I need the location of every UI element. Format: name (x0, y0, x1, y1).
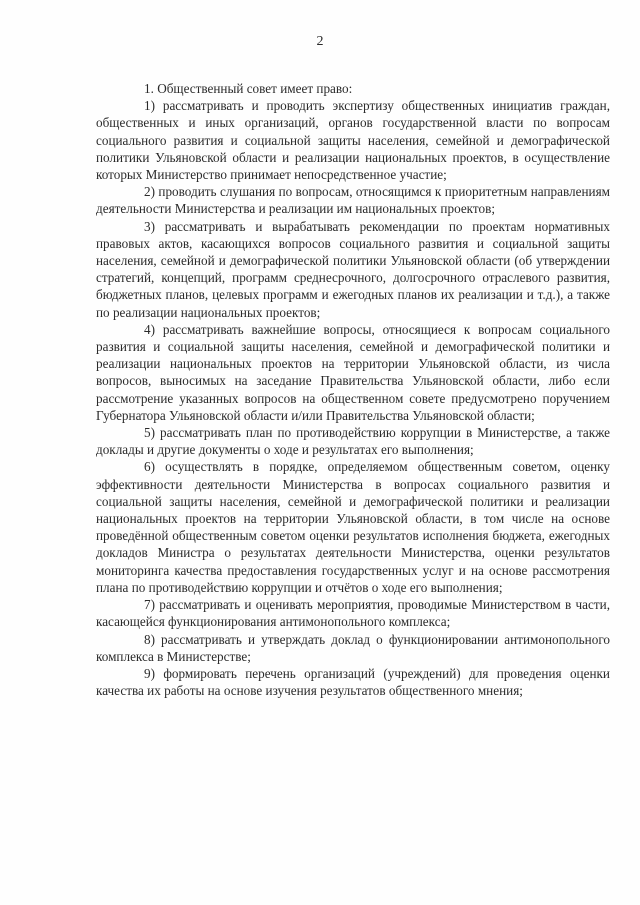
page-number: 2 (316, 34, 324, 49)
paragraph-item-6: 6) осуществлять в порядке, определяемом общественным советом, оценку эффективности деятельности Министерства в вопросах социального развития и социальной защиты населения, семейной и демографической политики и реализации национальных проектов на территории Ульяновской области, в том числе на основе проведённой общественным советом оценки результатов исполнения бюджета, ежегодных докладов Министра о результатах деятельности Министерства, оценки результатов мониторинга качества предоставления государственных услуг и на основе рассмотрения плана по противодействию коррупции и отчётов о ходе его выполнения; (96, 459, 610, 595)
paragraph-item-2: 2) проводить слушания по вопросам, относящимся к приоритетным направлениям деятельности Министерства и реализации им национальных проектов; (96, 184, 610, 217)
document-body (96, 80, 610, 699)
paragraph-item-5: 5) рассматривать план по противодействию коррупции в Министерстве, а также доклады и другие документы о ходе и результатах его выполнения; (96, 425, 610, 458)
paragraph-item-9: 9) формировать перечень организаций (учреждений) для проведения оценки качества их работы на основе изучения результатов общественного мнения; (96, 665, 610, 699)
paragraph-heading: 1. Общественный совет имеет право: (144, 81, 353, 96)
paragraph-item-3: 3) рассматривать и вырабатывать рекомендации по проектам нормативных правовых актов, касающихся вопросов социального развития и социальной защиты населения, семейной и демографической политики Ульяновской области (об утверждении стратегий, концепций, программ среднесрочного, долгосрочного отраслевого развития, бюджетных планов, целевых программ и ежегодных планов их реализации и т.д.), а также по реализации национальных проектов; (96, 218, 610, 320)
paragraph-item-7: 7) рассматривать и оценивать мероприятия, проводимые Министерством в части, касающейся функционирования антимонопольного комплекса; (96, 597, 610, 630)
paragraph-item-8: 8) рассматривать и утверждать доклад о функционировании антимонопольного комплекса в Министерстве; (96, 631, 610, 664)
paragraph-item-4: 4) рассматривать важнейшие вопросы, относящиеся к вопросам социального развития и социальной защиты населения, семейной и демографической политики и реализации национальных проектов на территории Ульяновской области, из числа вопросов, выносимых на заседание Правительства Ульяновской области, либо если рассмотрение указанных вопросов на общественном совете предусмотрено поручением Губернатора Ульяновской области и/или Правительства Ульяновской области; (96, 321, 610, 423)
paragraph-item-1: 1) рассматривать и проводить экспертизу общественных инициатив граждан, общественных и иных организаций, органов государственной власти по вопросам социального развития и социальной защиты населения, семейной и демографической политики Ульяновской области и реализации национальных проектов, в осуществление которых Министерство принимает непосредственное участие; (96, 98, 610, 183)
